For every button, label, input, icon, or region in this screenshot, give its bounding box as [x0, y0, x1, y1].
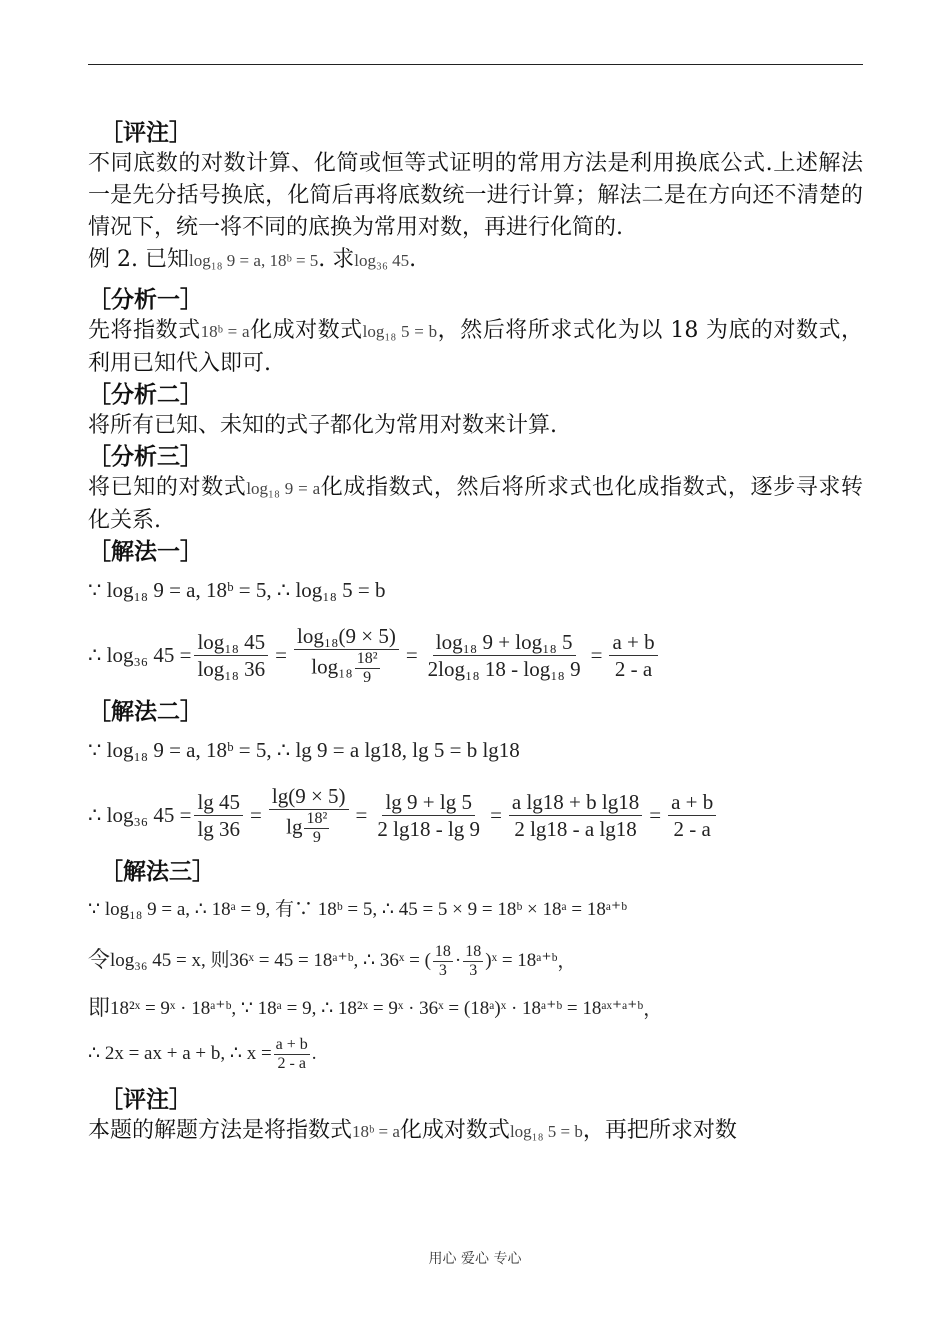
example-given: log₁₈ 9 = a, 18ᵇ = 5 [188, 251, 319, 270]
fraction: $\frac{\lg 45}{\lg 36}$ [194, 789, 243, 842]
solution-1-equation: ∴ log₃₆ 45 = $\frac{\text{log₁₈ 45}}{\text{log₁₈ 36}}$ = log₁₈(9 × 5) log₁₈ $\frac{\text{18²}}{9}$ = $\frac{\text{log₁₈ 9 + log₁₈ 5}}{\text{2log₁₈ 18 - log₁₈ 9}}$ = $\frac{a + b}{2 - a}$ [88, 613, 863, 697]
analysis-2-text: 将所有已知、未知的式子都化为常用对数来计算. [88, 413, 557, 438]
fraction: $\frac{\text{log₁₈ 9 + log₁₈ 5}}{\text{2log₁₈ 18 - log₁₈ 9}}$ [427, 629, 581, 681]
fraction: log₁₈(9 × 5) log₁₈ $\frac{\text{18²}}{9}$ [294, 623, 399, 687]
comment-2-heading: ［评注］ [100, 1087, 192, 1113]
solution-1-heading: ［解法一］ [88, 539, 203, 565]
solution-2-equation: ∴ log₃₆ 45 = $\frac{\lg 45}{\lg 36}$ = lg(9 × 5) lg $\frac{\text{18²}}{9}$ = $\frac{\lg 9 + \lg 5}{2 \lg 18 - \lg 9}$ = $\frac{\text{a lg18 + b lg18}}{\text{2 lg18 - a lg18}}$ = $\frac{a + b}{2 - a}$ [88, 773, 863, 857]
fraction: lg(9 × 5) lg $\frac{\text{18²}}{9}$ [269, 783, 349, 847]
solution-3-heading: ［解法三］ [100, 859, 215, 885]
solution-1-line-1: ∵ log₁₈ 9 = a, 18ᵇ = 5, ∴ log₁₈ 5 = b [88, 578, 386, 602]
fraction: $\frac{a + b}{2 - a}$ [668, 789, 716, 842]
comment-text: 不同底数的对数计算、化简或恒等式证明的常用方法是利用换底公式.上述解法一是先分括号换底，化简后再将底数统一进行计算；解法二是在方向还不清楚的情况下，统一将不同的底换为常用对数，再进行化简的. [88, 151, 863, 240]
example-2: 例 2. 已知log₁₈ 9 = a, 18ᵇ = 5. 求log₃₆ 45. [88, 247, 417, 272]
fraction: $\frac{\text{a lg18 + b lg18}}{\text{2 lg18 - a lg18}}$ [509, 789, 642, 842]
analysis-2-heading: ［分析二］ [88, 382, 203, 408]
solution-3-line-2: 令 log₃₆ 45 = x, 则36ˣ = 45 = 18ᵃ⁺ᵇ, ∴ 36ˣ = ( $\frac{18}{3}$ · $\frac{18}{3}$ )ˣ = 18ᵃ⁺ᵇ ， [88, 942, 577, 979]
solution-2-line-1: ∵ log₁₈ 9 = a, 18ᵇ = 5, ∴ lg 9 = a lg18, lg 5 = b lg18 [88, 738, 520, 762]
solution-3-line-1: ∵ log₁₈ 9 = a, ∴ 18ᵃ = 9, 有∵ 18ᵇ = 5, ∴ 45 = 5 × 9 = 18ᵇ × 18ᵃ = 18ᵃ⁺ᵇ [88, 899, 627, 920]
fraction: $\frac{\lg 9 + \lg 5}{2 \lg 18 - \lg 9}$ [377, 789, 481, 841]
analysis-3-text: 将已知的对数式log₁₈ 9 = a化成指数式，然后将所求式也化成指数式，逐步寻求转化关系. [88, 475, 863, 533]
example-target: log₃₆ 45 [354, 251, 410, 270]
analysis-1-text: 先将指数式18ᵇ = a化成对数式log₁₈ 5 = b，然后将所求式化为以 18 为底的对数式，利用已知代入即可. [88, 318, 863, 376]
fraction: $\frac{18}{3}$ [434, 942, 451, 979]
solution-3-line-4: ∴ 2x = ax + a + b, ∴ x = $\frac{a + b}{2 - a}$ . [88, 1035, 317, 1072]
fraction: $\frac{18}{3}$ [465, 942, 482, 979]
fraction: $\frac{\text{log₁₈ 45}}{\text{log₁₈ 36}}$ [194, 629, 268, 682]
solution-2-heading: ［解法二］ [88, 699, 203, 725]
page-footer: 用心 爱心 专心 [428, 1251, 522, 1267]
solution-3-line-3: 即 18²ˣ = 9ˣ · 18ᵃ⁺ᵇ, ∵ 18ᵃ = 9, ∴ 18²ˣ = 9ˣ · 36ˣ = (18ᵃ)ˣ · 18ᵃ⁺ᵇ = 18ᵃˣ⁺ᵃ⁺ᵇ ， [88, 996, 663, 1021]
fraction: $\frac{a + b}{2 - a}$ [609, 629, 657, 682]
comment-heading: ［评注］ [100, 120, 192, 146]
analysis-3-heading: ［分析三］ [88, 444, 203, 470]
fraction: $\frac{a + b}{2 - a}$ [275, 1035, 308, 1072]
header-rule [88, 64, 863, 65]
analysis-1-heading: ［分析一］ [88, 287, 203, 313]
comment-2-text: 本题的解题方法是将指数式18ᵇ = a化成对数式log₁₈ 5 = b，再把所求对数 [88, 1118, 737, 1143]
page-content [88, 118, 863, 1148]
